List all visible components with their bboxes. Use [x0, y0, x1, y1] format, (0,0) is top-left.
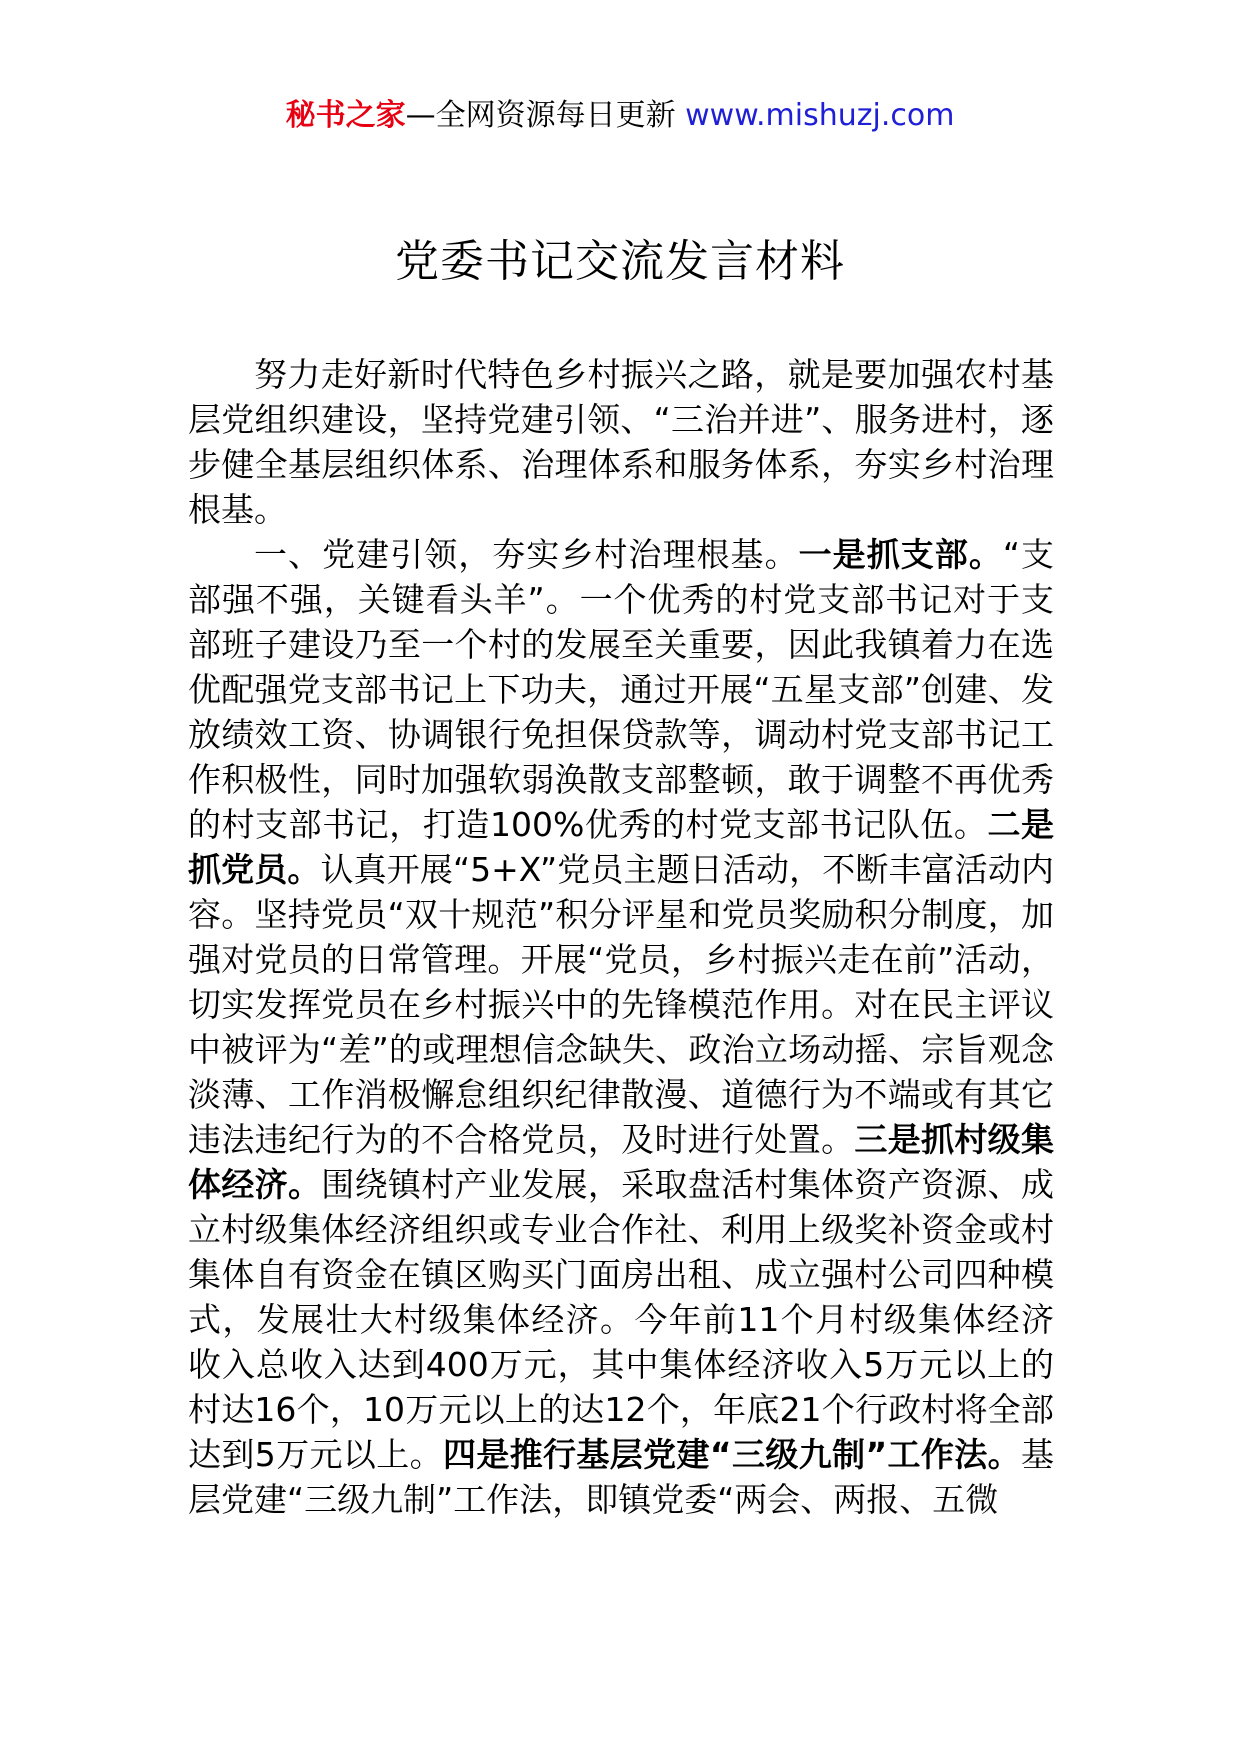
point-three-text: 围绕镇村产业发展，采取盘活村集体资产资源、成立村级集体经济组织或专业合作社、利用上级奖补资金或村集体自有资金在镇区购买门面房出租、成立强村公司四种模式，发展壮大村级集体经济。今年前11个月村级集体经济收入总收入达到400万元，其中集体经济收入5万元以上的村达16个，10万元以上的达12个，年底21个行政村将全部达到5万元以上。	[188, 1165, 1055, 1474]
point-one-title: 一是抓支部。	[798, 535, 1003, 574]
point-one-text: “支部强不强，关键看头羊”。一个优秀的村党支部书记对于支部班子建设乃至一个村的发展至关重要，因此我镇着力在选优配强党支部书记上下功夫，通过开展“五星支部”创建、发放绩效工资、协调银行免担保贷款等，调动村党支部书记工作积极性，同时加强软弱涣散支部整顿，敢于调整不再优秀的村支部书记，打造100%优秀的村党支部书记队伍。	[188, 535, 1054, 844]
brand-name: 秘书之家	[285, 98, 406, 133]
intro-paragraph: 努力走好新时代特色乡村振兴之路，就是要加强农村基层党组织建设，坚持党建引领、“三治并进”、服务进村，逐步健全基层组织体系、治理体系和服务体系，夯实乡村治理根基。	[188, 355, 1054, 529]
site-url-link[interactable]: www.mishuzj.com	[685, 98, 955, 133]
document-title: 党委书记交流发言材料	[395, 236, 845, 287]
point-two-text: 认真开展“5+X”党员主题日活动，不断丰富活动内容。坚持党员“双十规范”积分评星和党员奖励积分制度，加强对党员的日常管理。开展“党员，乡村振兴走在前”活动，切实发挥党员在乡村振兴中的先锋模范作用。对在民主评议中被评为“差”的或理想信念缺失、政治立场动摇、宗旨观念淡薄、工作消极懈怠组织纪律散漫、道德行为不端或有其它违法违纪行为的不合格党员，及时进行处置。	[188, 850, 1055, 1159]
document-body	[188, 352, 1054, 1522]
header-tagline: —全网资源每日更新	[405, 98, 686, 133]
point-four-text: 基层党建“三级九制”工作法，即镇党委“两会、两报、五微	[188, 1435, 1054, 1519]
section-one-paragraph	[188, 532, 1054, 1522]
section-one-heading: 一、党建引领，夯实乡村治理根基。	[254, 535, 799, 574]
point-four-title: 四是推行基层党建“三级九制”工作法。	[442, 1435, 1021, 1474]
point-two-title: 二是抓党员。	[188, 805, 1055, 889]
site-header	[0, 96, 1240, 136]
point-three-title: 三是抓村级集体经济。	[188, 1120, 1055, 1204]
